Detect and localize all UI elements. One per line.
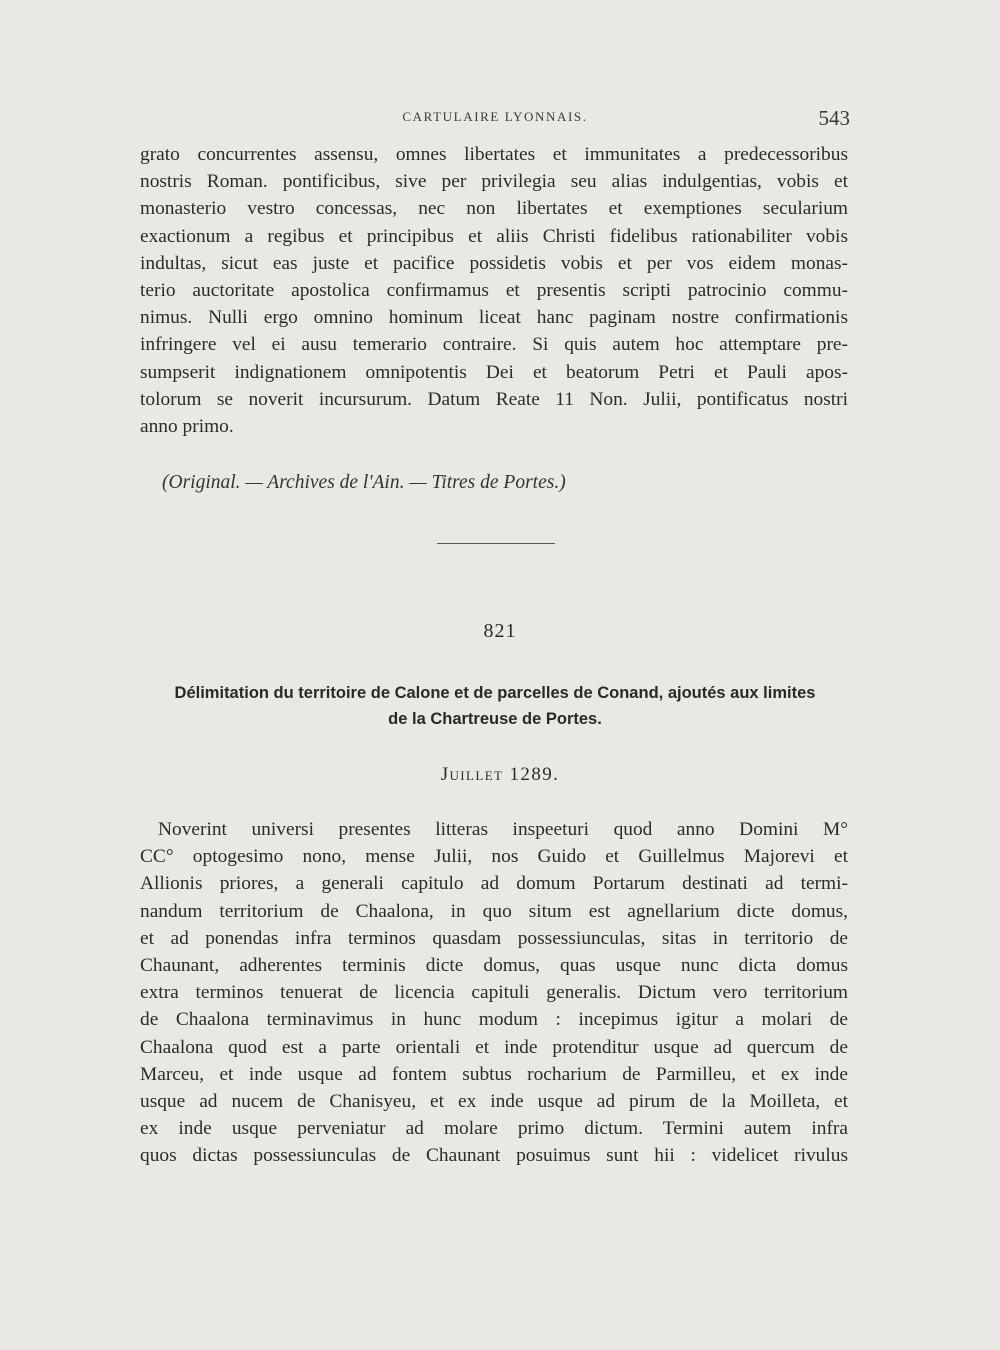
document-heading <box>140 680 850 732</box>
text-line: grato concurrentes assensu, omnes libertates et immunitates a predecessoribus <box>140 144 848 165</box>
text-line: nostris Roman. pontificibus, sive per privilegia seu alias indulgentias, vobis et <box>140 171 848 193</box>
document-date: Juillet 1289. <box>440 764 560 785</box>
source-note: (Original. — Archives de l'Ain. — Titres de Portes.) <box>162 472 566 493</box>
paragraph-charter <box>140 816 848 1169</box>
document-number: 821 <box>483 620 517 642</box>
text-line: Marceu, et inde usque ad fontem subtus rocharium de Parmilleu, et ex inde <box>140 1063 848 1085</box>
text-line: sumpserit indignationem omnipotentis Dei et beatorum Petri et Pauli apos- <box>140 361 848 383</box>
text-line: indultas, sicut eas juste et pacifice possidetis vobis et per vos eidem monas- <box>140 252 848 274</box>
text-line: Noverint universi presentes litteras inspeeturi quod anno Domini M° <box>158 819 848 840</box>
heading-line: Délimitation du territoire de Calone et de parcelles de Conand, ajoutés aux limites <box>174 684 816 702</box>
text-line: extra terminos tenuerat de licencia capituli generalis. Dictum vero territorium <box>140 982 848 1004</box>
text-line: quos dictas possessiunculas de Chaunant posuimus sunt hii : videlicet rivulus <box>140 1145 848 1167</box>
running-title: CARTULAIRE LYONNAIS. <box>402 109 588 124</box>
text-line: nandum territorium de Chaalona, in quo situm est agnellarium dicte domus, <box>140 900 848 922</box>
section-divider <box>437 543 555 544</box>
text-line: terio auctoritate apostolica confirmamus et presentis scripti patrocinio commu- <box>140 279 848 301</box>
text-line: usque ad nucem de Chanisyeu, et ex inde usque ad pirum de la Moilleta, et <box>140 1090 848 1112</box>
paragraph-continuation <box>140 141 848 440</box>
heading-line: de la Chartreuse de Portes. <box>388 710 602 728</box>
text-line: Chaalona quod est a parte orientali et inde protenditur usque ad quercum de <box>140 1036 848 1058</box>
text-line: de Chaalona terminavimus in hunc modum : incepimus igitur a molari de <box>140 1009 848 1031</box>
text-line: monasterio vestro concessas, nec non libertates et exemptiones secularium <box>140 198 848 220</box>
text-line: infringere vel ei ausu temerario contraire. Si quis autem hoc attemptare pre- <box>140 334 848 356</box>
text-line: Chaunant, adherentes terminis dicte domus, quas usque nunc dicta domus <box>140 954 848 976</box>
running-head <box>140 106 850 136</box>
text-line: ex inde usque perveniatur ad molare primo dictum. Termini autem infra <box>140 1118 848 1140</box>
text-line: tolorum se noverit incursurum. Datum Reate 11 Non. Julii, pontificatus nostri <box>140 388 848 410</box>
text-line: et ad ponendas infra terminos quasdam possessiunculas, sitas in territorio de <box>140 927 848 949</box>
text-line: Allionis priores, a generali capitulo ad domum Portarum destinati ad termi- <box>140 873 848 895</box>
page-number: 543 <box>818 106 850 130</box>
text-line: CC° optogesimo nono, mense Julii, nos Guido et Guillelmus Majorevi et <box>140 846 848 868</box>
text-line: exactionum a regibus et principibus et aliis Christi fidelibus rationabiliter vobis <box>140 225 848 247</box>
text-line: anno primo. <box>140 415 234 437</box>
text-line: nimus. Nulli ergo omnino hominum liceat hanc paginam nostre confirmationis <box>140 307 848 329</box>
